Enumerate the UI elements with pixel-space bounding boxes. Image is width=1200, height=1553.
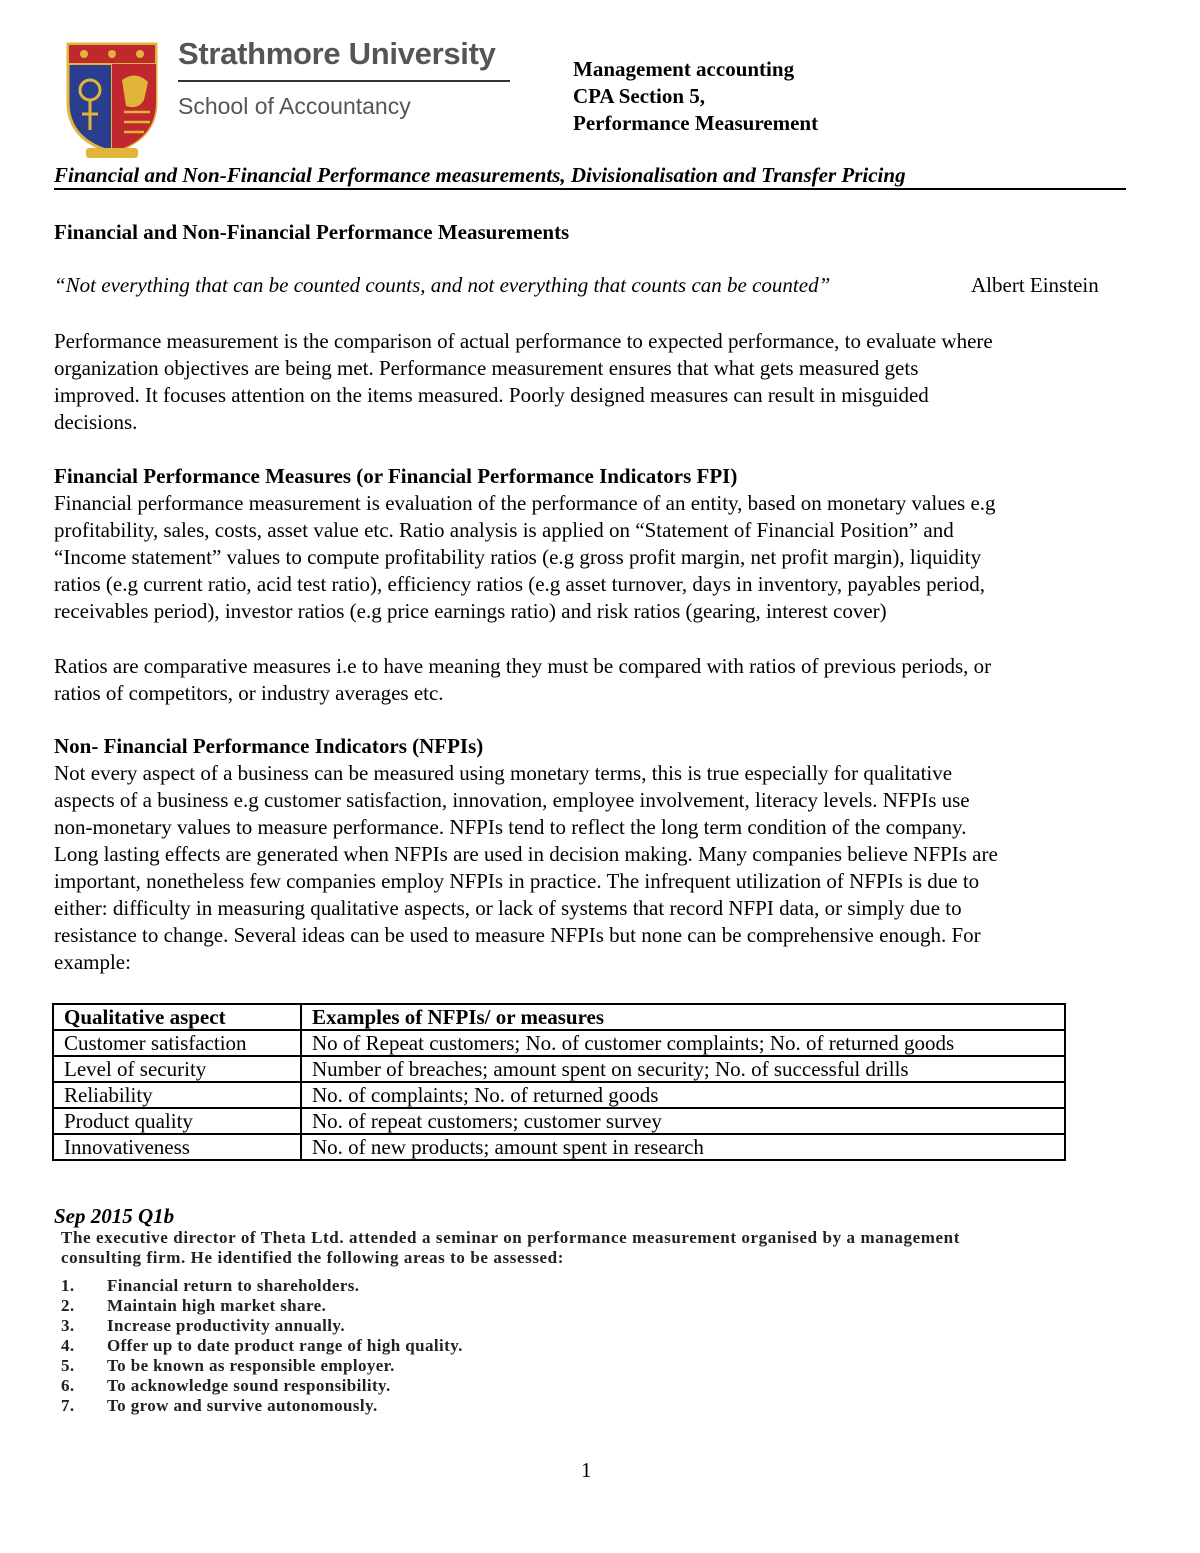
list-number: 4. (61, 1336, 75, 1355)
text-line: consulting firm. He identified the following areas to be assessed: (61, 1248, 564, 1267)
text-line: Performance measurement is the comparison of actual performance to expected performance, to evaluate where (54, 329, 993, 353)
column-header: Qualitative aspect (53, 1004, 301, 1030)
table-cell: Product quality (53, 1108, 301, 1134)
text-line: profitability, sales, costs, asset value etc. Ratio analysis is applied on “Statement of Financial Position” and (54, 518, 954, 542)
text-line: Financial performance measurement is evaluation of the performance of an entity, based on monetary values e.g (54, 491, 996, 515)
list-text: Increase productivity annually. (107, 1316, 345, 1335)
text-line: Ratios are comparative measures i.e to have meaning they must be compared with ratios of previous periods, or (54, 654, 992, 678)
list-number: 7. (61, 1396, 75, 1415)
list-text: To acknowledge sound responsibility. (107, 1376, 391, 1395)
table-header-row (53, 1004, 1065, 1030)
table-cell: Level of security (53, 1056, 301, 1082)
course-line: CPA Section 5, (573, 84, 706, 108)
page-number: 1 (581, 1458, 592, 1482)
table-row (53, 1108, 1065, 1134)
nfpi-paragraph (54, 760, 1126, 976)
text-line: “Income statement” values to compute profitability ratios (e.g gross profit margin, net profit margin), liquidity (54, 545, 982, 569)
course-info (573, 56, 818, 137)
university-crest-logo (64, 40, 160, 160)
text-line: decisions. (54, 410, 138, 434)
text-line: improved. It focuses attention on the items measured. Poorly designed measures can result in misguided (54, 383, 929, 407)
text-line: The executive director of Theta Ltd. attended a seminar on performance measurement organised by a management (61, 1228, 960, 1247)
list-text: To be known as responsible employer. (107, 1356, 395, 1375)
quote-author: Albert Einstein (971, 273, 1099, 297)
intro-paragraph (54, 328, 1126, 436)
table-cell: No. of complaints; No. of returned goods (301, 1082, 1065, 1108)
subtitle-underline (54, 188, 1126, 190)
text-line: receivables period), investor ratios (e.g price earnings ratio) and risk ratios (gearing, interest cover) (54, 599, 887, 623)
text-line: non-monetary values to measure performance. NFPIs tend to reflect the long term condition of the company. (54, 815, 967, 839)
text-line: organization objectives are being met. Performance measurement ensures that what gets measured gets (54, 356, 919, 380)
einstein-quote: “Not everything that can be counted counts, and not everything that counts can be counted” (54, 273, 831, 297)
table-cell: Reliability (53, 1082, 301, 1108)
question-intro (61, 1228, 960, 1268)
course-line: Management accounting (573, 57, 795, 81)
table-row (53, 1056, 1065, 1082)
list-number: 3. (61, 1316, 75, 1335)
table-cell: No. of repeat customers; customer survey (301, 1108, 1065, 1134)
fpi-paragraph (54, 490, 1126, 625)
course-line: Performance Measurement (573, 111, 819, 135)
text-line: ratios of competitors, or industry averages etc. (54, 681, 444, 705)
text-line: Not every aspect of a business can be measured using monetary terms, this is true especially for qualitative (54, 761, 953, 785)
list-number: 2. (61, 1296, 75, 1315)
column-header: Examples of NFPIs/ or measures (301, 1004, 1065, 1030)
nfpi-table (52, 1003, 1066, 1161)
list-number: 1. (61, 1276, 75, 1295)
nfpi-heading: Non- Financial Performance Indicators (NFPIs) (54, 734, 484, 758)
table-cell: Customer satisfaction (53, 1030, 301, 1056)
school-name: School of Accountancy (178, 93, 411, 119)
table-cell: No of Repeat customers; No. of customer complaints; No. of returned goods (301, 1030, 1065, 1056)
document-subtitle: Financial and Non-Financial Performance measurements, Divisionalisation and Transfer Pricing (54, 163, 906, 187)
text-line: either: difficulty in measuring qualitative aspects, or lack of systems that record NFPI data, or simply due to (54, 896, 962, 920)
text-line: Long lasting effects are generated when NFPIs are used in decision making. Many companies believe NFPIs are (54, 842, 998, 866)
text-line: resistance to change. Several ideas can be used to measure NFPIs but none can be comprehensive enough. For (54, 923, 981, 947)
header-divider (178, 80, 510, 82)
table-cell: Innovativeness (53, 1134, 301, 1160)
list-text: Maintain high market share. (107, 1296, 327, 1315)
university-name: Strathmore University (178, 36, 496, 71)
text-line: important, nonetheless few companies employ NFPIs in practice. The infrequent utilization of NFPIs is due to (54, 869, 980, 893)
text-line: example: (54, 950, 131, 974)
list-text: Offer up to date product range of high quality. (107, 1336, 463, 1355)
text-line: ratios (e.g current ratio, acid test ratio), efficiency ratios (e.g asset turnover, days in inventory, payables period, (54, 572, 985, 596)
table-cell: Number of breaches; amount spent on security; No. of successful drills (301, 1056, 1065, 1082)
list-text: To grow and survive autonomously. (107, 1396, 378, 1415)
table-row (53, 1030, 1065, 1056)
list-text: Financial return to shareholders. (107, 1276, 360, 1295)
ratios-paragraph (54, 653, 1126, 707)
fpi-heading: Financial Performance Measures (or Financial Performance Indicators FPI) (54, 464, 738, 488)
section-heading: Financial and Non-Financial Performance Measurements (54, 220, 570, 244)
text-line: aspects of a business e.g customer satisfaction, innovation, employee involvement, literacy levels. NFPIs use (54, 788, 970, 812)
list-number: 5. (61, 1356, 75, 1375)
list-number: 6. (61, 1376, 75, 1395)
table-row (53, 1134, 1065, 1160)
question-title: Sep 2015 Q1b (54, 1204, 175, 1228)
table-cell: No. of new products; amount spent in research (301, 1134, 1065, 1160)
table-row (53, 1082, 1065, 1108)
